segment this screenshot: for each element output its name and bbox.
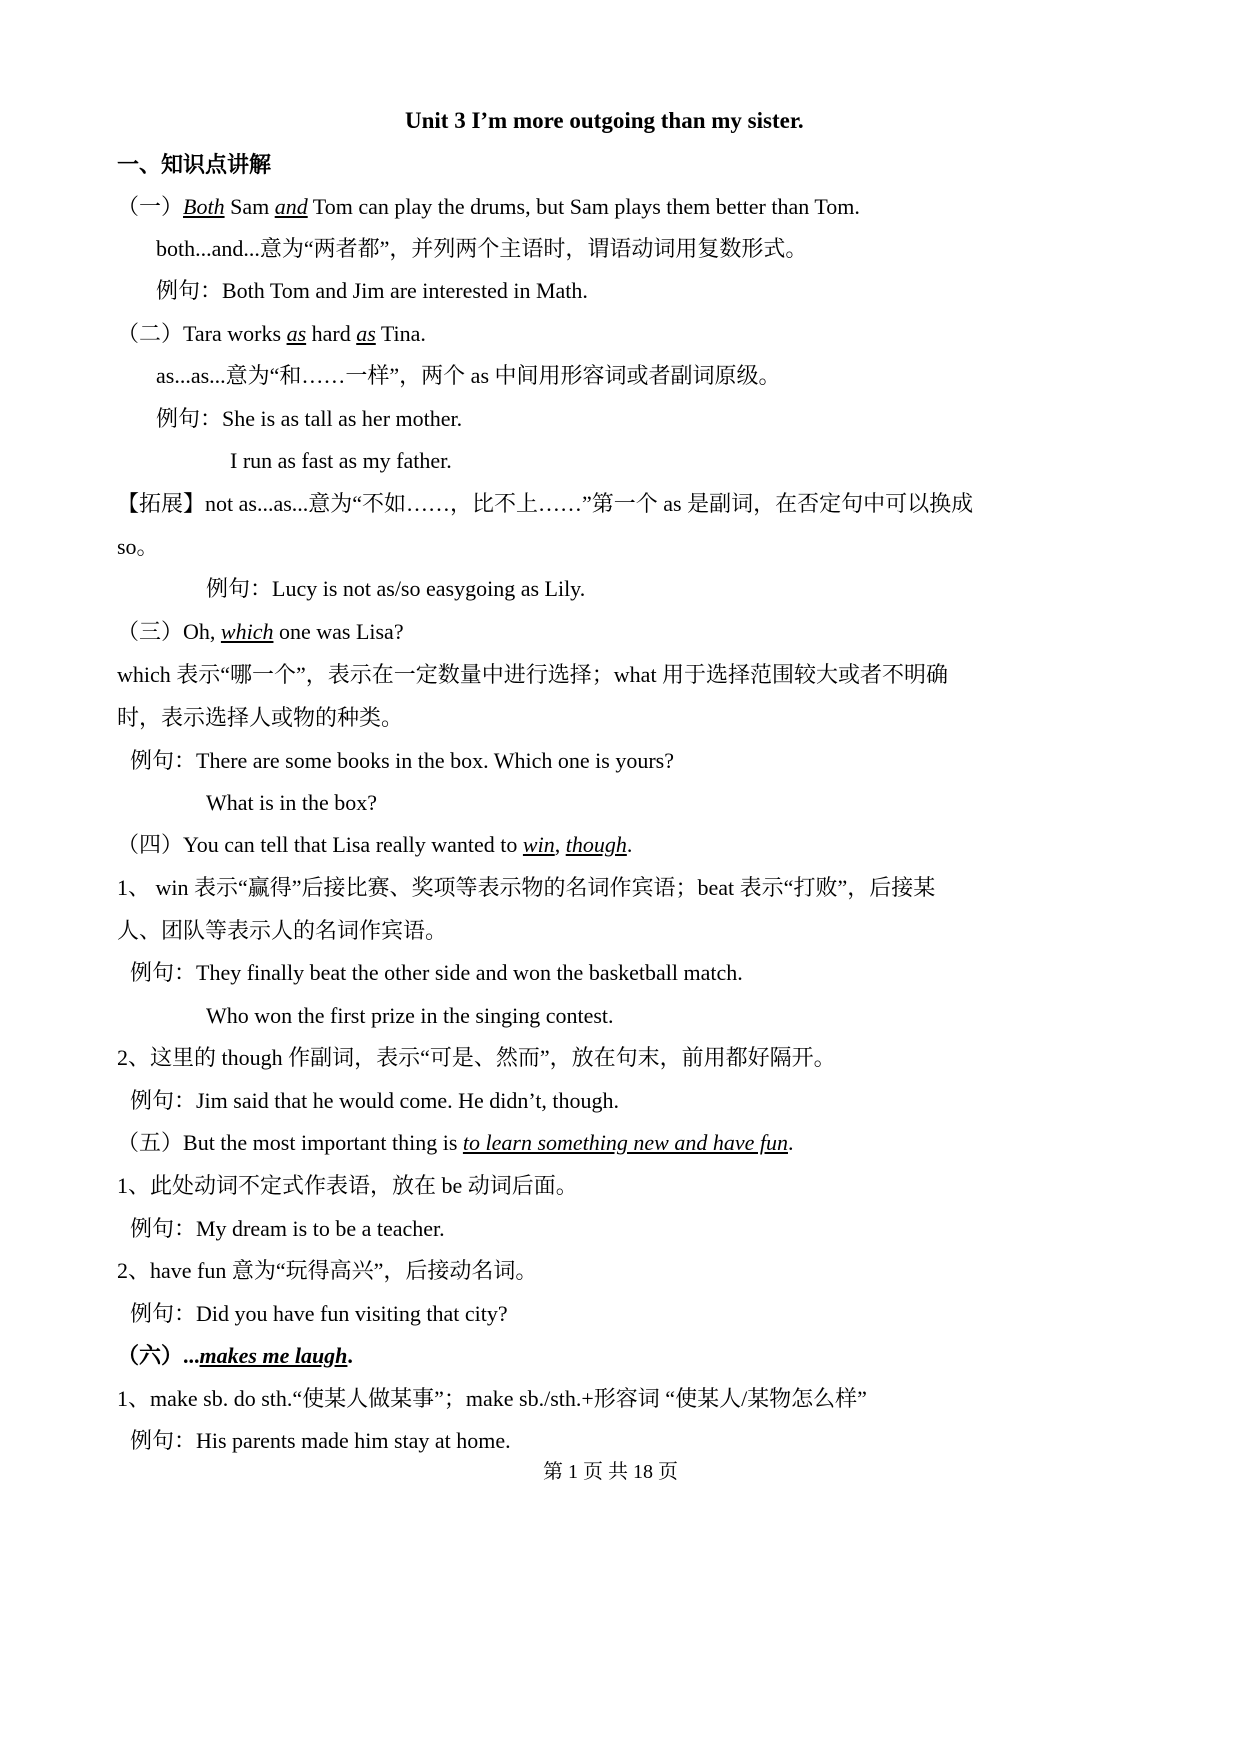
point-4-example: 例句：They finally beat the other side and won the basketball match. bbox=[130, 960, 743, 985]
point-4-item-1: 1、 win 表示“赢得”后接比赛、奖项等表示物的名词作宾语；beat 表示“打败”，后接某 bbox=[117, 875, 936, 900]
point-2-text: Tara works bbox=[183, 321, 287, 346]
point-3-text: one was Lisa? bbox=[273, 619, 404, 644]
point-6-keyword: makes me laugh bbox=[199, 1343, 348, 1368]
point-2-marker: （二） bbox=[117, 321, 184, 346]
point-3-sentence bbox=[117, 617, 404, 647]
point-6-example: 例句：His parents made him stay at home. bbox=[130, 1428, 511, 1453]
point-1-keyword: and bbox=[274, 194, 308, 219]
point-4-keyword: though bbox=[565, 832, 627, 857]
point-4-marker: （四） bbox=[117, 832, 184, 857]
point-2-extension: 【拓展】not as...as...意为“不如……，比不上……”第一个 as 是副词，在否定句中可以换成 bbox=[117, 491, 974, 516]
point-6-item-1: 1、make sb. do sth.“使某人做某事”；make sb./sth.+形容词 “使某人/某物怎么样” bbox=[117, 1386, 867, 1411]
point-2-explanation: as...as...意为“和……一样”，两个 as 中间用形容词或者副词原级。 bbox=[156, 363, 781, 388]
point-2-example: 例句：She is as tall as her mother. bbox=[156, 406, 463, 431]
point-4-keyword: win bbox=[522, 832, 555, 857]
point-5-text: . bbox=[787, 1130, 794, 1155]
page-title: Unit 3 I’m more outgoing than my sister. bbox=[405, 108, 804, 133]
page-footer: 第 1 页 共 18 页 bbox=[543, 1461, 678, 1483]
point-1-example: 例句：Both Tom and Jim are interested in Math. bbox=[156, 278, 588, 303]
point-4-sentence bbox=[117, 830, 632, 860]
point-4-example: Who won the first prize in the singing contest. bbox=[206, 1003, 614, 1028]
point-4-text: . bbox=[626, 832, 633, 857]
point-5-example: 例句：My dream is to be a teacher. bbox=[130, 1216, 445, 1241]
point-4-item-1: 人、团队等表示人的名词作宾语。 bbox=[117, 918, 448, 943]
point-6-marker: （六） bbox=[117, 1343, 184, 1368]
point-6-text: . bbox=[347, 1343, 353, 1368]
point-6-sentence bbox=[117, 1341, 353, 1371]
point-2-keyword: as bbox=[356, 321, 376, 346]
point-3-keyword: which bbox=[220, 619, 274, 644]
point-5-keyword: to learn something new and have fun bbox=[462, 1130, 788, 1155]
point-1-sentence bbox=[117, 192, 860, 222]
point-2-text: hard bbox=[306, 321, 357, 346]
point-3-example: What is in the box? bbox=[206, 790, 378, 815]
point-2-sentence bbox=[117, 319, 426, 349]
point-5-item-2: 2、have fun 意为“玩得高兴”，后接动名词。 bbox=[117, 1258, 538, 1283]
point-5-text: But the most important thing is bbox=[183, 1130, 463, 1155]
section-heading: 一、知识点讲解 bbox=[117, 152, 272, 177]
point-5-marker: （五） bbox=[117, 1130, 184, 1155]
point-4-item-2: 2、这里的 though 作副词，表示“可是、然而”，放在句末，前用都好隔开。 bbox=[117, 1045, 836, 1070]
point-1-marker: （一） bbox=[117, 194, 184, 219]
point-4-text: , bbox=[554, 832, 566, 857]
point-3-explanation: which 表示“哪一个”，表示在一定数量中进行选择；what 用于选择范围较大或者不明确 bbox=[117, 662, 949, 687]
point-2-keyword: as bbox=[286, 321, 307, 346]
point-2-example: I run as fast as my father. bbox=[230, 448, 452, 473]
point-2-extension: so。 bbox=[117, 534, 159, 559]
point-6-text: ... bbox=[183, 1343, 200, 1368]
point-4-example: 例句：Jim said that he would come. He didn’t, though. bbox=[130, 1088, 620, 1113]
point-5-item-1: 1、此处动词不定式作表语，放在 be 动词后面。 bbox=[117, 1173, 578, 1198]
point-2-extension-example: 例句：Lucy is not as/so easygoing as Lily. bbox=[206, 576, 586, 601]
point-1-text: Sam bbox=[224, 194, 275, 219]
point-1-explanation: both...and...意为“两者都”，并列两个主语时，谓语动词用复数形式。 bbox=[156, 236, 808, 261]
point-5-sentence bbox=[117, 1128, 793, 1158]
point-1-text: Tom can play the drums, but Sam plays them better than Tom. bbox=[307, 194, 860, 219]
point-2-text: Tina. bbox=[375, 321, 426, 346]
point-5-example: 例句：Did you have fun visiting that city? bbox=[130, 1301, 508, 1326]
point-3-text: Oh, bbox=[183, 619, 221, 644]
point-4-text: You can tell that Lisa really wanted to bbox=[183, 832, 523, 857]
point-3-marker: （三） bbox=[117, 619, 184, 644]
point-1-keyword: Both bbox=[183, 194, 225, 219]
point-3-example: 例句：There are some books in the box. Which one is yours? bbox=[130, 748, 674, 773]
point-3-explanation: 时，表示选择人或物的种类。 bbox=[117, 705, 404, 730]
